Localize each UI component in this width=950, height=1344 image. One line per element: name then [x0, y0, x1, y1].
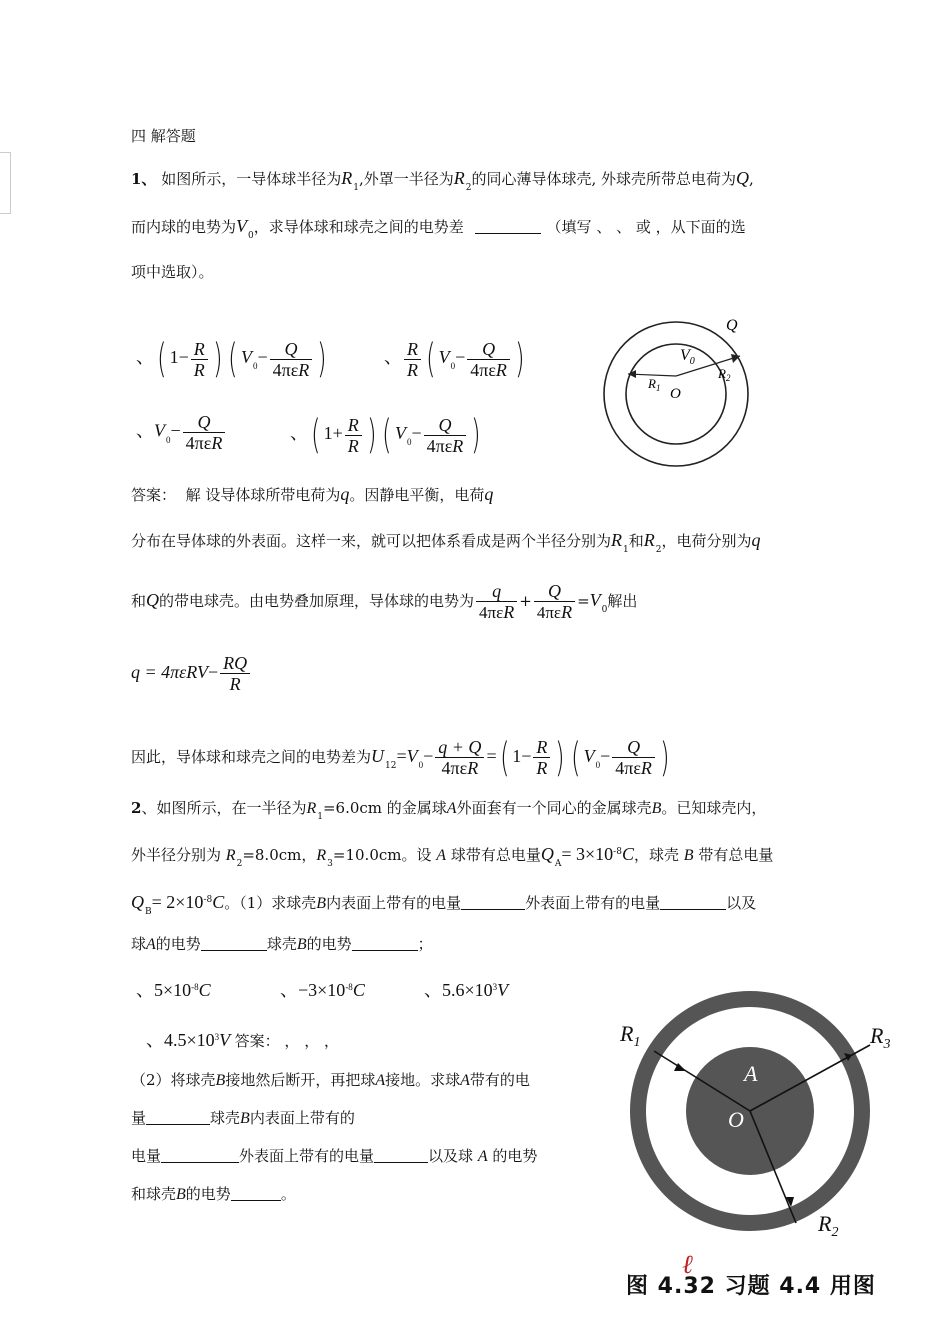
- subscript: B: [145, 907, 152, 917]
- q2-line-4: [131, 934, 433, 955]
- answer-blank[interactable]: [374, 1148, 428, 1163]
- subscript: 0: [248, 231, 254, 241]
- unit-v: V: [497, 980, 509, 1000]
- figure-concentric-spheres: [600, 308, 760, 468]
- den-text: 4πε: [441, 758, 468, 779]
- subscript: 0: [252, 361, 258, 372]
- paren: (: [311, 412, 321, 458]
- paren: ): [660, 734, 670, 781]
- unit-c: C: [352, 980, 365, 1000]
- paren: (: [499, 734, 510, 781]
- frac-r1-r2: [345, 415, 362, 456]
- q2-text: 。（1）求球壳: [224, 894, 317, 912]
- subscript: 1: [353, 183, 359, 193]
- den: [435, 758, 484, 778]
- label-r1: [619, 1021, 640, 1050]
- label-r1-text: R: [648, 376, 656, 391]
- q2-text: 的电势: [155, 935, 201, 953]
- q2-line-1: [131, 798, 766, 827]
- punct: 。: [280, 1185, 296, 1203]
- option-bullet: 、: [136, 420, 154, 441]
- den-text: 4πε: [426, 435, 453, 456]
- num: Q: [612, 737, 655, 758]
- q2-text: 的电势: [306, 935, 352, 953]
- op: =: [577, 592, 590, 610]
- symbol-q: Q: [131, 892, 144, 912]
- q2-text: 内表面上带有的电量: [326, 894, 462, 912]
- exponent: -8: [613, 847, 622, 857]
- paren: ): [212, 336, 223, 382]
- frac-q-4pieps-r1: [476, 581, 517, 623]
- den-r: R: [347, 435, 359, 456]
- num: 1: [512, 746, 522, 766]
- q1-answer-line: [131, 484, 493, 505]
- q2-option-b: [280, 976, 365, 1002]
- den-r: R: [536, 758, 548, 779]
- q2-option-a: [136, 976, 211, 1002]
- op: −: [455, 347, 466, 368]
- option-bullet: 、: [424, 980, 442, 1000]
- num: 1: [169, 347, 179, 368]
- answer-text: 解出: [607, 592, 638, 610]
- symbol-q-small: q: [751, 530, 761, 550]
- frac-r1q-r2: [220, 653, 250, 694]
- subscript: A: [554, 859, 562, 869]
- paren: (: [228, 336, 238, 382]
- option-bullet: 、: [280, 980, 298, 1000]
- label-r2: [817, 1211, 838, 1240]
- q1-option-d: [290, 412, 484, 458]
- symbol-b: B: [316, 895, 327, 912]
- q2-line-2: [131, 842, 773, 874]
- q2-text: 电量: [131, 1147, 162, 1165]
- answer-text: 。因静电平衡，电荷: [349, 486, 485, 504]
- option-bullet: 、: [384, 347, 402, 368]
- q2-part2-line-2: [131, 1108, 355, 1129]
- option-bullet: 、: [146, 1030, 164, 1050]
- q1-option-b: [384, 336, 528, 382]
- figure-caption: 图 4.32 习题 4.4 用图: [626, 1274, 876, 1299]
- frac-q-4pieps-r2: [534, 581, 575, 623]
- symbol-r: R: [316, 847, 327, 864]
- label-v-text: V: [680, 347, 690, 364]
- op: −: [411, 423, 422, 444]
- num-q: Q: [234, 653, 248, 674]
- answer-text: 因此，导体球和球壳之间的电势差为: [131, 748, 372, 766]
- num-r: R: [191, 339, 208, 360]
- unit-c: C: [198, 980, 211, 1000]
- den: [270, 360, 313, 380]
- q1-answer-para-2: [131, 530, 761, 560]
- den-r: R: [503, 602, 515, 622]
- den: [612, 758, 655, 778]
- symbol-v: V: [394, 423, 406, 444]
- section-title: [131, 126, 196, 146]
- q1-line-2: [131, 216, 746, 246]
- label-v-sub: 0: [689, 356, 695, 367]
- label-r3-sub: 3: [883, 1037, 891, 1052]
- q2-text: 内表面上带有的: [249, 1109, 355, 1127]
- num-r: R: [345, 415, 362, 436]
- den-r: R: [495, 359, 507, 380]
- answer-blank[interactable]: [161, 1148, 239, 1163]
- subscript: 2: [236, 859, 243, 869]
- q2-text: 带有的电: [469, 1071, 530, 1089]
- subscript: 2: [655, 545, 662, 555]
- punct: ；: [417, 935, 433, 953]
- symbol-a: A: [146, 936, 156, 953]
- q1-text: （填写 、 、 或 ，从下面的选: [546, 218, 746, 236]
- paren: ): [317, 336, 327, 382]
- handwritten-mark: ℓ: [682, 1250, 693, 1280]
- figure-sphere-and-shell: [608, 975, 908, 1245]
- q2-text: 外面套有一个同心的金属球壳: [456, 799, 652, 817]
- paren: ): [515, 336, 525, 382]
- den-r: R: [561, 602, 573, 622]
- op: −: [170, 420, 181, 441]
- answer-text: ，电荷分别为: [661, 532, 752, 550]
- q2-part2-line-4: [131, 1184, 296, 1205]
- symbol-r: R: [341, 168, 353, 188]
- den-text: 4πε: [479, 603, 504, 622]
- den-r: R: [452, 435, 464, 456]
- label-r2: [717, 366, 731, 383]
- q2-text: 的电势: [492, 1147, 538, 1165]
- frac-q-4pieps: [270, 339, 313, 380]
- symbol-q: Q: [146, 590, 160, 610]
- num: [220, 653, 250, 674]
- op: −: [600, 746, 611, 766]
- answer-blank[interactable]: [660, 895, 726, 910]
- subscript: 3: [327, 859, 333, 869]
- exponent: -8: [203, 895, 213, 905]
- subscript: 0: [166, 434, 171, 445]
- answer-text: 解 设导体球所带电荷为: [185, 486, 341, 504]
- op: −: [423, 746, 434, 766]
- num-r: R: [223, 653, 235, 674]
- answer-blank[interactable]: [475, 219, 541, 234]
- num-q: Q: [467, 339, 510, 360]
- label-q: Q: [726, 317, 738, 334]
- answer-text: 的带电球壳。由电势叠加原理，导体球的电势为: [159, 592, 475, 610]
- den: [467, 360, 510, 380]
- symbol-a: A: [477, 1148, 488, 1165]
- den-r: R: [640, 758, 652, 779]
- symbol-a: A: [375, 1072, 386, 1089]
- paren: (: [157, 336, 167, 382]
- label-r3-text: R: [870, 1023, 884, 1048]
- q1-option-a: [136, 336, 330, 382]
- subscript: 2: [465, 183, 472, 193]
- num-r: R: [533, 737, 550, 758]
- symbol-b: B: [176, 1186, 186, 1203]
- q2-text: （2）将球壳: [131, 1071, 216, 1089]
- op: +: [519, 592, 532, 610]
- subscript: 0: [601, 605, 608, 615]
- symbol-q-small: q: [484, 484, 494, 504]
- label-r2-text: R: [718, 366, 726, 381]
- symbol-v: V: [196, 662, 208, 682]
- label-r1-text: R: [620, 1021, 634, 1046]
- symbol-q: Q: [736, 168, 750, 188]
- q2-text: 球壳: [266, 935, 297, 953]
- frac-q-4pieps: [424, 415, 467, 456]
- num: 1: [323, 423, 333, 444]
- subscript: 12: [385, 761, 397, 771]
- q1-line-3: [131, 262, 214, 282]
- num-q: Q: [270, 339, 313, 360]
- subscript: 1: [623, 545, 629, 555]
- q2-text: 接地。求球: [385, 1071, 461, 1089]
- option-value: 5×10: [154, 980, 192, 1000]
- num-r: R: [404, 339, 421, 360]
- den: [476, 602, 517, 623]
- answer-blank[interactable]: [146, 1110, 210, 1125]
- symbol-b: B: [240, 1110, 250, 1127]
- symbol-b: B: [651, 800, 662, 817]
- symbol-v: V: [236, 216, 248, 236]
- q2-text: 球: [131, 935, 147, 953]
- answer-text: 和: [628, 532, 644, 550]
- den-r: R: [467, 758, 479, 779]
- symbol-u: U: [371, 746, 385, 766]
- den-text: 4πε: [470, 359, 496, 380]
- qb-value: = 2×10: [151, 892, 204, 912]
- symbol-q: Q: [540, 844, 554, 864]
- q2-text: 。已知球壳内，: [661, 799, 767, 817]
- q2-text: 以及球: [428, 1147, 474, 1165]
- option-bullet: 、: [136, 980, 154, 1000]
- den-r: R: [407, 359, 418, 380]
- answer-label: 答案：: [131, 486, 177, 504]
- num-q: Q: [183, 412, 226, 433]
- option-value: 5.6×10: [442, 980, 493, 1000]
- q2-text: 外表面上带有的电量: [239, 1147, 375, 1165]
- symbol-r: R: [611, 530, 623, 550]
- op: −: [178, 347, 189, 368]
- symbol-v: V: [583, 746, 595, 766]
- symbol-v: V: [589, 590, 601, 610]
- symbol-r: R: [453, 168, 465, 188]
- paren: ): [471, 412, 481, 458]
- label-r2-sub: 2: [831, 1225, 839, 1240]
- label-r1: [647, 376, 660, 393]
- answer-blank[interactable]: [201, 936, 267, 951]
- label-o: O: [728, 1107, 744, 1132]
- subscript: 0: [450, 361, 456, 372]
- op: =: [396, 746, 407, 766]
- den-r: R: [229, 674, 241, 695]
- q2-text: 和球壳: [131, 1185, 177, 1203]
- den-text: 4πε: [615, 758, 641, 779]
- answer-text: 和: [131, 592, 147, 610]
- q2-option-d: [146, 1026, 339, 1052]
- frac-r1-r2: [191, 339, 208, 380]
- eq-text: q = 4πε: [131, 662, 187, 682]
- q2-text: 、如图所示，在一半径为: [141, 799, 307, 817]
- q1-answer-para-3: [131, 576, 637, 634]
- q1-result: [131, 732, 673, 790]
- op: −: [521, 746, 532, 766]
- symbol-b: B: [683, 847, 694, 864]
- frac-q-4pieps: [183, 412, 226, 453]
- label-v: [680, 347, 695, 367]
- frac-q-4pieps: [612, 737, 655, 778]
- unit-v: V: [219, 1030, 231, 1050]
- paren: ): [366, 412, 377, 458]
- result-eq: [396, 734, 672, 781]
- den: [424, 436, 467, 456]
- den-text: 4πε: [536, 603, 562, 622]
- den-r: R: [298, 359, 310, 380]
- q2-text: 接地然后断开，再把球: [225, 1071, 376, 1089]
- q1-solution-q: [131, 650, 252, 694]
- page-edge-marker: [0, 152, 11, 214]
- label-a: A: [744, 1061, 758, 1086]
- label-r1-sub: 1: [633, 1035, 641, 1050]
- label-r2-text: R: [818, 1211, 832, 1236]
- q1-option-c: [136, 412, 227, 453]
- exponent: 3: [492, 982, 498, 992]
- q1-text: ，求导体球和球壳之间的电势差: [253, 218, 464, 236]
- symbol-r: R: [306, 800, 317, 817]
- label-r3: [869, 1023, 890, 1052]
- exponent: -8: [191, 982, 199, 992]
- q2-text: 以及: [726, 894, 757, 912]
- q2-text: 量: [131, 1109, 147, 1127]
- symbol-a: A: [436, 847, 447, 864]
- q2-text: =8.0cm，: [242, 846, 317, 864]
- den: [183, 433, 226, 453]
- den-r: R: [193, 359, 205, 380]
- subscript: 0: [595, 760, 601, 770]
- symbol-v: V: [154, 420, 165, 441]
- den: [534, 602, 575, 623]
- paren: (: [571, 734, 581, 781]
- exponent: 3: [214, 1032, 220, 1042]
- symbol-v: V: [406, 746, 418, 766]
- q2-text: 外半径分别为: [131, 846, 222, 864]
- den-text: 4πε: [272, 359, 299, 380]
- section-title-text: 四 解答题: [131, 127, 196, 145]
- symbol-a: A: [460, 1072, 470, 1089]
- den-text: 4πε: [185, 433, 212, 453]
- q2-text: 外表面上带有的电量: [525, 894, 661, 912]
- symbol-r: R: [225, 847, 236, 864]
- num: Q: [534, 581, 575, 602]
- op: =: [486, 746, 497, 766]
- label-r2-sub: 2: [725, 373, 731, 383]
- answer-blank[interactable]: [352, 936, 418, 951]
- symbol-b: B: [296, 936, 307, 953]
- unit-c: C: [212, 892, 225, 912]
- q1-text: 项中选取）。: [131, 263, 214, 281]
- symbol-r: R: [643, 530, 655, 550]
- q1-line-1: [131, 168, 754, 198]
- q1-text: ,外罩一半径为: [358, 170, 454, 188]
- op: −: [207, 662, 219, 682]
- q2-text: =6.0cm 的金属球: [322, 799, 447, 817]
- symbol-q-small: q: [340, 484, 350, 504]
- frac-r1-r2: [404, 339, 421, 380]
- qa-value: = 3×10: [561, 844, 614, 864]
- frac-q-4pieps: [467, 339, 510, 380]
- option-value: 4.5×10: [164, 1030, 215, 1050]
- q2-text: =10.0cm。设: [332, 846, 432, 864]
- q2-text: ，球壳: [633, 846, 679, 864]
- q1-number: 1、: [131, 170, 157, 188]
- num-q: Q: [424, 415, 467, 436]
- answer-blank[interactable]: [231, 1186, 281, 1201]
- q2-text: 球带有总电量: [450, 846, 541, 864]
- answer-blank[interactable]: [461, 895, 525, 910]
- den-r: R: [211, 433, 223, 453]
- option-value: −3×10: [298, 980, 346, 1000]
- frac-r1-r2: [533, 737, 550, 778]
- symbol-a: A: [446, 800, 457, 817]
- q2-part2-line-1: [131, 1070, 530, 1091]
- paren: (: [382, 412, 392, 458]
- subscript: 0: [418, 760, 424, 770]
- symbol-b: B: [215, 1072, 226, 1089]
- q1-text: 而内球的电势为: [131, 218, 237, 236]
- num: q: [476, 581, 517, 602]
- option-bullet: 、: [136, 347, 154, 368]
- q2-option-c: [424, 976, 508, 1002]
- q2-line-3: [131, 890, 756, 922]
- answer-label: 答案： ， ， ，: [234, 1032, 339, 1050]
- op: +: [332, 423, 343, 444]
- subscript: 0: [406, 437, 412, 448]
- paren: (: [426, 336, 436, 382]
- symbol-v: V: [438, 347, 450, 368]
- label-o: O: [670, 386, 681, 402]
- option-bullet: 、: [290, 423, 308, 444]
- paren: ): [555, 734, 565, 781]
- exponent: -8: [345, 982, 353, 992]
- q2-text: 带有总电量: [698, 846, 774, 864]
- symbol-v: V: [240, 347, 252, 368]
- q2-number: 2: [131, 799, 142, 817]
- q2-part2-line-3: [131, 1146, 537, 1167]
- q2-text: 球壳: [210, 1109, 241, 1127]
- num: q + Q: [435, 737, 484, 758]
- q1-text: 的同心薄导体球壳, 外球壳所带总电荷为: [471, 170, 737, 188]
- punct: ,: [749, 170, 754, 188]
- frac-qQ-4pieps: [435, 737, 484, 778]
- q2-text: 的电势: [185, 1185, 231, 1203]
- label-r1-sub: 1: [655, 383, 661, 393]
- symbol-r: R: [186, 662, 197, 682]
- q1-text: 如图所示，一导体球半径为: [161, 170, 342, 188]
- label-b: B: [826, 1147, 840, 1172]
- subscript: 1: [317, 812, 323, 822]
- op: −: [257, 347, 268, 368]
- answer-text: 分布在导体球的外表面。这样一来，就可以把体系看成是两个半径分别为: [131, 532, 612, 550]
- unit-c: C: [621, 844, 634, 864]
